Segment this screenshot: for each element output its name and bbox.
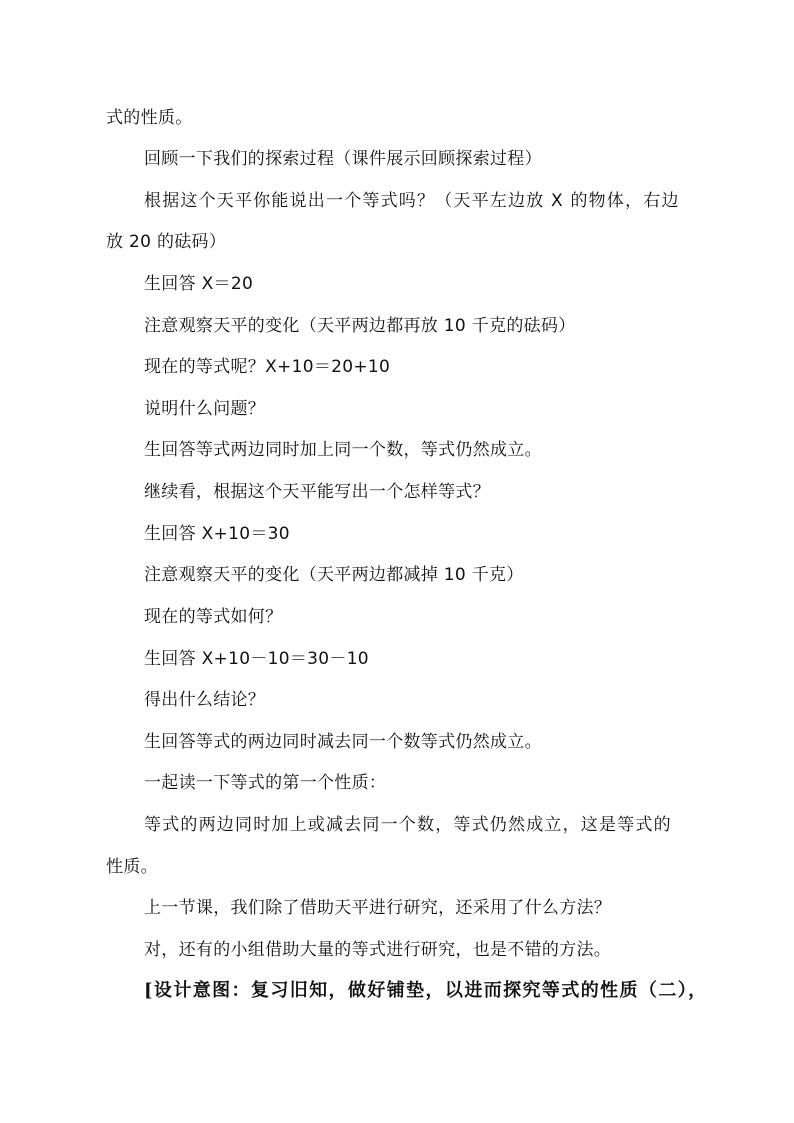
- paragraph-line: 生回答 X＝20: [144, 274, 254, 294]
- paragraph-line: 生回答 X+10－10＝30－10: [144, 649, 369, 669]
- paragraph-line: 得出什么结论？: [144, 690, 266, 710]
- paragraph-line: 生回答等式两边同时加上同一个数，等式仍然成立。: [144, 440, 542, 460]
- paragraph-line: 继续看，根据这个天平能写出一个怎样等式？: [144, 482, 490, 502]
- paragraph-line: 上一节课，我们除了借助天平进行研究，还采用了什么方法？: [144, 898, 612, 918]
- paragraph-line: 说明什么问题？: [144, 399, 266, 419]
- paragraph-line: 生回答等式的两边同时减去同一个数等式仍然成立。: [144, 732, 542, 752]
- paragraph-line: 对，还有的小组借助大量的等式进行研究，也是不错的方法。: [144, 940, 612, 960]
- paragraph-line: 等式的两边同时加上或减去同一个数，等式仍然成立，这是等式的: [144, 815, 672, 835]
- paragraph-line: 注意观察天平的变化（天平两边都再放 10 千克的砝码）: [144, 316, 576, 336]
- paragraph-line: 一起读一下等式的第一个性质：: [144, 773, 387, 793]
- paragraph-line: 现在的等式如何？: [144, 607, 283, 627]
- paragraph-line: 生回答 X+10＝30: [144, 524, 290, 544]
- paragraph-line: 根据这个天平你能说出一个等式吗？（天平左边放 X 的物体，右边: [144, 191, 680, 211]
- paragraph-line: 回顾一下我们的探索过程（课件展示回顾探索过程）: [144, 149, 542, 169]
- design-intent-note: [设计意图：复习旧知，做好铺垫，以进而探究等式的性质（二），: [144, 980, 708, 1001]
- paragraph-line: 注意观察天平的变化（天平两边都减掉 10 千克）: [144, 565, 524, 585]
- paragraph-line: 式的性质。: [106, 108, 193, 128]
- paragraph-line: 放 20 的砝码）: [106, 232, 227, 252]
- paragraph-line: 现在的等式呢？X+10＝20+10: [144, 357, 391, 377]
- paragraph-line: 性质。: [106, 857, 158, 877]
